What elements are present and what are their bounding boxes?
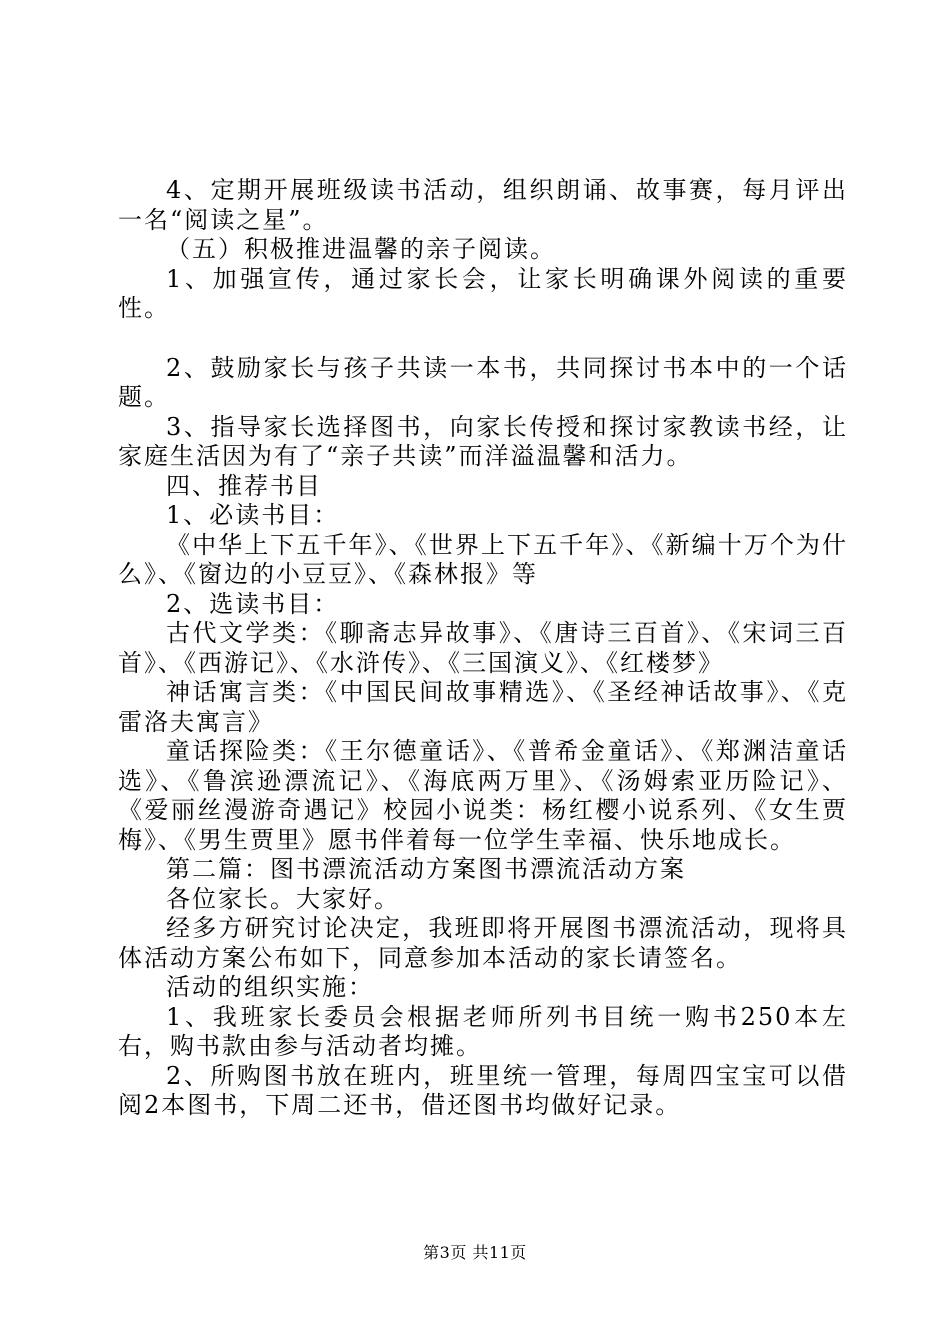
paragraph-required-list: 《中华上下五千年》、《世界上下五千年》、《新编十万个为什么》、《窗边的小豆豆》、《森林报》等 xyxy=(118,530,848,588)
paragraph-section-five: （五）积极推进温馨的亲子阅读。 xyxy=(166,235,556,263)
heading-part-two: 第二篇：图书漂流活动方案图书漂流活动方案 xyxy=(166,855,686,883)
paragraph-borrowing: 2、所购图书放在班内，班里统一管理，每周四宝宝可以借阅2本图书，下周二还书，借还图书均做好记录。 xyxy=(118,1061,848,1119)
paragraph-decision: 经多方研究讨论决定，我班即将开展图书漂流活动，现将具体活动方案公布如下，同意参加本活动的家长请签名。 xyxy=(118,914,848,972)
paragraph-myths-fables: 神话寓言类：《中国民间故事精选》、《圣经神话故事》、《克雷洛夫寓言》 xyxy=(118,678,848,736)
paragraph-promotion: 1、加强宣传，通过家长会，让家长明确课外阅读的重要性。 xyxy=(118,264,848,322)
heading-required-books: 1、必读书目： xyxy=(166,501,340,529)
heading-recommended-books: 四、推荐书目 xyxy=(166,471,322,500)
paragraph-book-guidance: 3、指导家长选择图书，向家长传授和探讨家教读书经，让家庭生活因为有了“亲子共读”而洋溢温馨和活力。 xyxy=(118,412,848,470)
heading-optional-books: 2、选读书目： xyxy=(166,589,340,618)
paragraph-greeting: 各位家长。大家好。 xyxy=(166,884,400,913)
paragraph-classical-literature: 古代文学类：《聊斋志异故事》、《唐诗三百首》、《宋词三百首》、《西游记》、《水浒传》、《三国演义》、《红楼梦》 xyxy=(118,619,848,677)
heading-implementation: 活动的组织实施： xyxy=(166,973,374,1001)
paragraph-shared-reading: 2、鼓励家长与孩子共读一本书，共同探讨书本中的一个话题。 xyxy=(118,353,848,411)
paragraph-purchase: 1、我班家长委员会根据老师所列书目统一购书250本左右，购书款由参与活动者均摊。 xyxy=(118,1002,848,1060)
page-footer: 第3页 共11页 xyxy=(423,1243,527,1262)
paragraph-fairy-adventure: 童话探险类：《王尔德童话》、《普希金童话》、《郑渊洁童话选》、《鲁滨逊漂流记》、《海底两万里》、《汤姆索亚历险记》、《爱丽丝漫游奇遇记》校园小说类：杨红樱小说系列、《女生贾梅》、《男生贾里》愿书伴着每一位学生幸福、快乐地成长。 xyxy=(118,737,848,854)
paragraph-reading-activity: 4、定期开展班级读书活动，组织朗诵、故事赛，每月评出一名“阅读之星”。 xyxy=(118,176,848,234)
document-body xyxy=(118,176,848,1121)
